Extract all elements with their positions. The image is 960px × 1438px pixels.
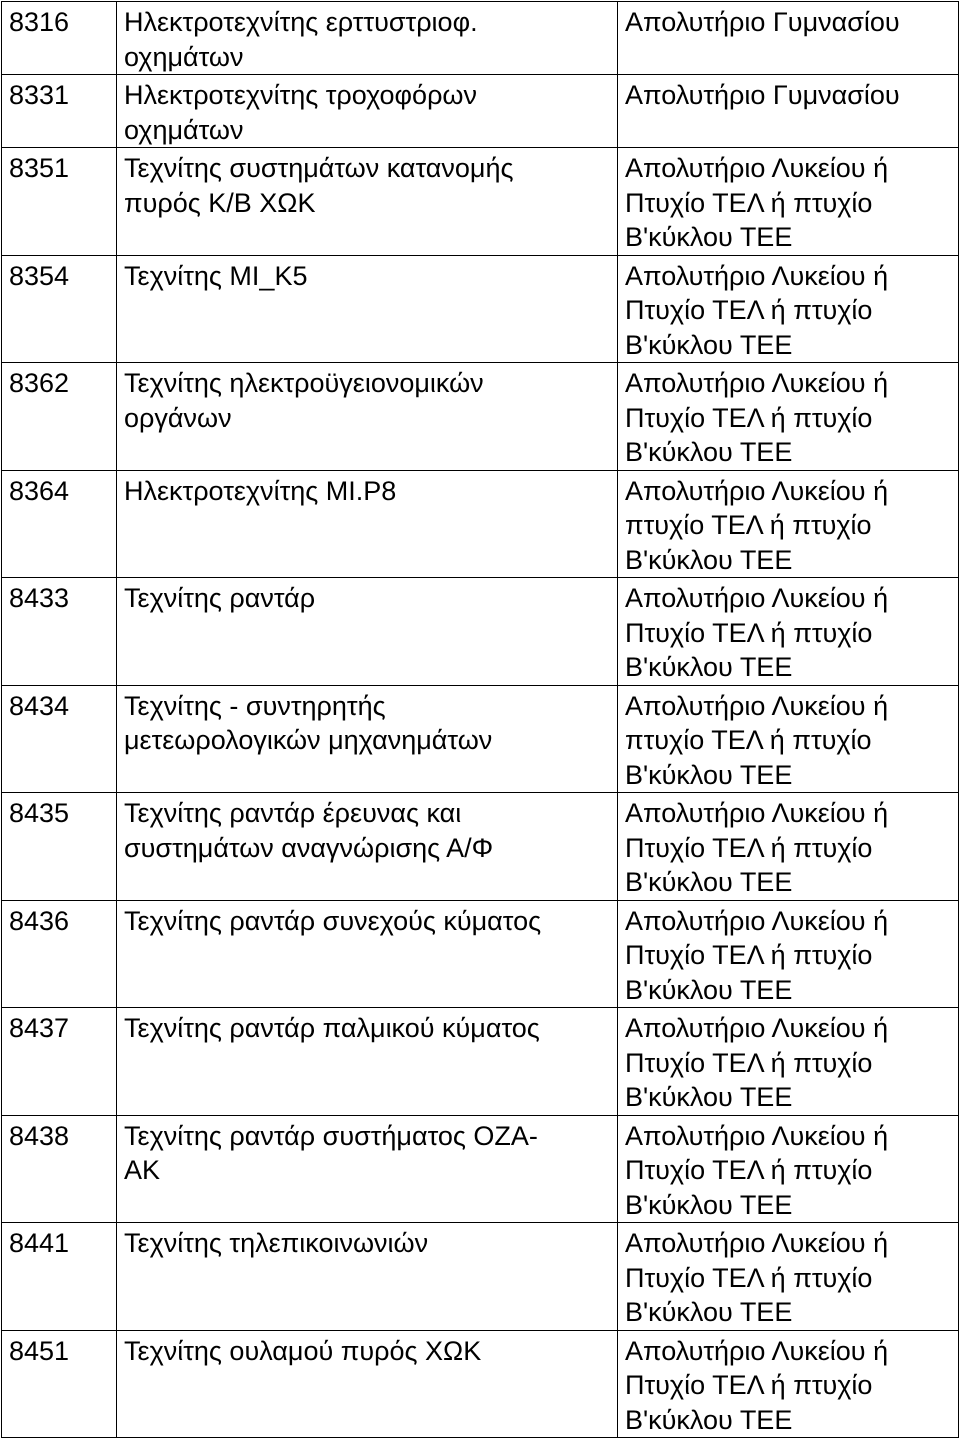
- table-row: [2, 1008, 959, 1116]
- specialty-code: 8436: [2, 900, 117, 1008]
- specialty-code: 8364: [2, 470, 117, 578]
- specialty-code: 8351: [2, 148, 117, 256]
- education-requirement: Απολυτήριο Γυμνασίου: [618, 2, 959, 75]
- specialties-table: [1, 1, 959, 1438]
- specialty-code: 8451: [2, 1330, 117, 1438]
- specialty-code: 8437: [2, 1008, 117, 1116]
- specialty-title: Τεχνίτης ραντάρ συνεχούς κύματος: [117, 900, 618, 1008]
- table-row: [2, 363, 959, 471]
- specialty-code: 8435: [2, 793, 117, 901]
- education-requirement: Απολυτήριο Λυκείου ή Πτυχίο ΤΕΛ ή πτυχίο Β'κύκλου ΤΕΕ: [618, 1223, 959, 1331]
- education-requirement: Απολυτήριο Λυκείου ή Πτυχίο ΤΕΛ ή πτυχίο Β'κύκλου ΤΕΕ: [618, 1008, 959, 1116]
- specialty-title: Τεχνίτης ραντάρ παλμικού κύματος: [117, 1008, 618, 1116]
- table-row: [2, 1115, 959, 1223]
- specialty-title: Τεχνίτης - συντηρητής μετεωρολογικών μηχανημάτων: [117, 685, 618, 793]
- education-requirement: Απολυτήριο Λυκείου ή Πτυχίο ΤΕΛ ή πτυχίο Β'κύκλου ΤΕΕ: [618, 900, 959, 1008]
- education-requirement: Απολυτήριο Λυκείου ή πτυχίο ΤΕΛ ή πτυχίο Β'κύκλου ΤΕΕ: [618, 685, 959, 793]
- table-row: [2, 470, 959, 578]
- table-row: [2, 148, 959, 256]
- specialty-title: Ηλεκτροτεχνίτης ερττυστριοφ. οχημάτων: [117, 2, 618, 75]
- table-row: [2, 685, 959, 793]
- specialty-code: 8331: [2, 75, 117, 148]
- table-row: [2, 900, 959, 1008]
- table-row: [2, 255, 959, 363]
- education-requirement: Απολυτήριο Λυκείου ή Πτυχίο ΤΕΛ ή πτυχίο Β'κύκλου ΤΕΕ: [618, 148, 959, 256]
- education-requirement: Απολυτήριο Λυκείου ή Πτυχίο ΤΕΛ ή πτυχίο Β'κύκλου ΤΕΕ: [618, 1330, 959, 1438]
- specialty-title: Τεχνίτης τηλεπικοινωνιών: [117, 1223, 618, 1331]
- table-row: [2, 793, 959, 901]
- specialty-code: 8441: [2, 1223, 117, 1331]
- education-requirement: Απολυτήριο Λυκείου ή Πτυχίο ΤΕΛ ή πτυχίο Β'κύκλου ΤΕΕ: [618, 793, 959, 901]
- specialty-title: Ηλεκτροτεχνίτης τροχοφόρων οχημάτων: [117, 75, 618, 148]
- table-row: [2, 1223, 959, 1331]
- specialty-title: Τεχνίτης ΜΙ_Κ5: [117, 255, 618, 363]
- specialty-title: Ηλεκτροτεχνίτης ΜΙ.Ρ8: [117, 470, 618, 578]
- education-requirement: Απολυτήριο Λυκείου ή πτυχίο ΤΕΛ ή πτυχίο Β'κύκλου ΤΕΕ: [618, 470, 959, 578]
- specialty-title: Τεχνίτης ραντάρ έρευνας και συστημάτων αναγνώρισης Α/Φ: [117, 793, 618, 901]
- table-row: [2, 2, 959, 75]
- education-requirement: Απολυτήριο Λυκείου ή Πτυχίο ΤΕΛ ή πτυχίο Β'κύκλου ΤΕΕ: [618, 255, 959, 363]
- specialty-code: 8316: [2, 2, 117, 75]
- specialty-code: 8434: [2, 685, 117, 793]
- specialty-code: 8354: [2, 255, 117, 363]
- table-row: [2, 578, 959, 686]
- specialty-title: Τεχνίτης ουλαμού πυρός ΧΩΚ: [117, 1330, 618, 1438]
- specialty-code: 8362: [2, 363, 117, 471]
- education-requirement: Απολυτήριο Λυκείου ή Πτυχίο ΤΕΛ ή πτυχίο Β'κύκλου ΤΕΕ: [618, 1115, 959, 1223]
- specialty-code: 8433: [2, 578, 117, 686]
- specialty-title: Τεχνίτης ραντάρ: [117, 578, 618, 686]
- education-requirement: Απολυτήριο Γυμνασίου: [618, 75, 959, 148]
- specialty-code: 8438: [2, 1115, 117, 1223]
- specialty-title: Τεχνίτης ραντάρ συστήματος ΟΖΑ- ΑΚ: [117, 1115, 618, 1223]
- table-row: [2, 1330, 959, 1438]
- specialty-title: Τεχνίτης συστημάτων κατανομής πυρός Κ/Β ΧΩΚ: [117, 148, 618, 256]
- education-requirement: Απολυτήριο Λυκείου ή Πτυχίο ΤΕΛ ή πτυχίο Β'κύκλου ΤΕΕ: [618, 578, 959, 686]
- specialty-title: Τεχνίτης ηλεκτροϋγειονομικών οργάνων: [117, 363, 618, 471]
- specialties-table-body: [2, 2, 959, 1438]
- education-requirement: Απολυτήριο Λυκείου ή Πτυχίο ΤΕΛ ή πτυχίο Β'κύκλου ΤΕΕ: [618, 363, 959, 471]
- table-row: [2, 75, 959, 148]
